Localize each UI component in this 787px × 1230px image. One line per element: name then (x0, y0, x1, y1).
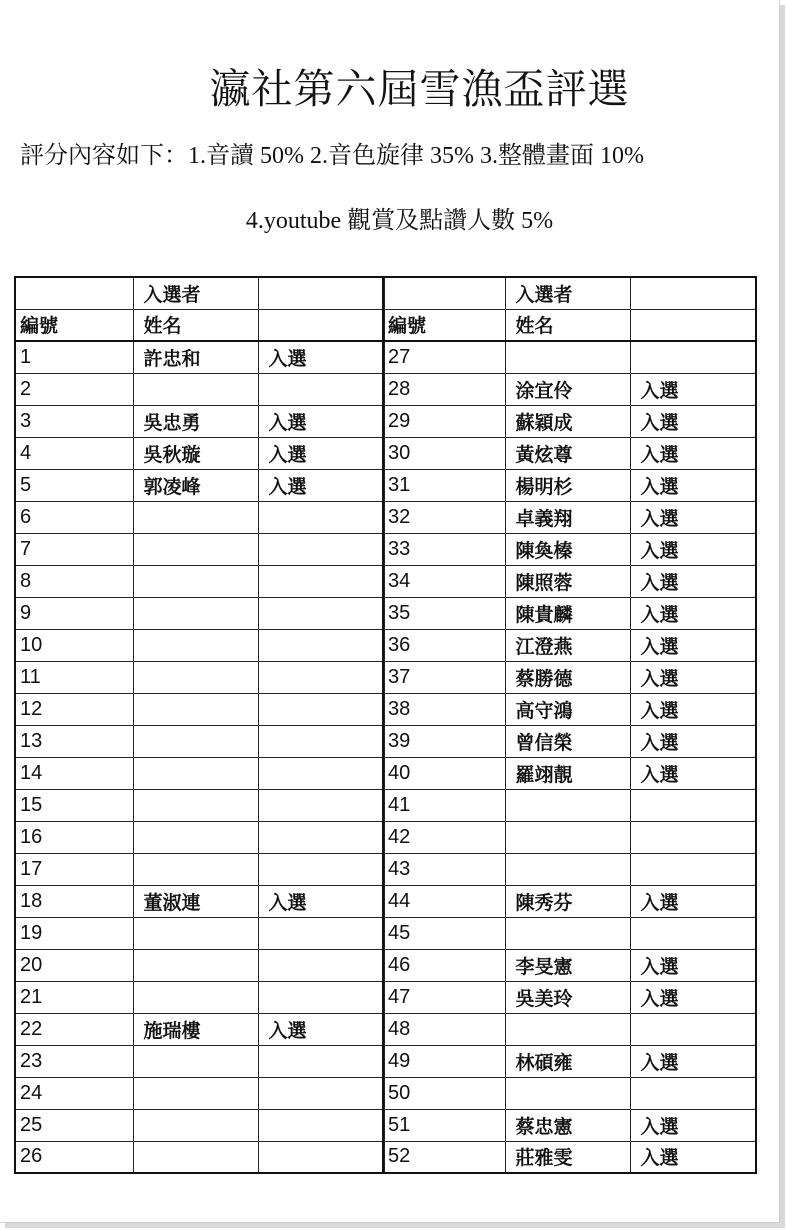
row-number: 38 (383, 693, 505, 725)
row-name (505, 1077, 630, 1109)
row-name (133, 757, 258, 789)
table-row (383, 1077, 756, 1109)
row-number: 46 (383, 949, 505, 981)
table-row (383, 565, 756, 597)
row-number: 50 (383, 1077, 505, 1109)
row-name (133, 1109, 258, 1141)
row-status (258, 949, 384, 981)
row-status: 入選 (630, 629, 756, 661)
row-number: 35 (383, 597, 505, 629)
row-name: 黃炫尊 (505, 437, 630, 469)
row-name (133, 917, 258, 949)
header-empty-cell (258, 277, 384, 309)
row-number: 12 (15, 693, 133, 725)
row-number: 3 (15, 405, 133, 437)
table-header-row (15, 309, 384, 341)
table-row (15, 853, 384, 885)
row-name: 曾信榮 (505, 725, 630, 757)
row-name: 高守鴻 (505, 693, 630, 725)
row-status: 入選 (630, 533, 756, 565)
row-status: 入選 (258, 437, 384, 469)
row-number: 43 (383, 853, 505, 885)
row-number: 20 (15, 949, 133, 981)
row-name (133, 821, 258, 853)
row-number: 52 (383, 1141, 505, 1173)
row-number: 39 (383, 725, 505, 757)
row-status: 入選 (258, 405, 384, 437)
row-number: 42 (383, 821, 505, 853)
results-table-left (14, 276, 385, 1174)
row-number: 33 (383, 533, 505, 565)
row-number: 26 (15, 1141, 133, 1173)
row-status (630, 821, 756, 853)
table-row (15, 405, 384, 437)
header-empty-cell (630, 309, 756, 341)
row-number: 25 (15, 1109, 133, 1141)
row-number: 21 (15, 981, 133, 1013)
row-number: 16 (15, 821, 133, 853)
header-number: 編號 (383, 309, 505, 341)
table-row (383, 949, 756, 981)
row-name: 江澄燕 (505, 629, 630, 661)
header-empty-cell (630, 277, 756, 309)
row-name (505, 789, 630, 821)
row-name: 涂宜伶 (505, 373, 630, 405)
table-row (15, 1141, 384, 1173)
row-name (133, 629, 258, 661)
row-name (505, 341, 630, 373)
table-row (383, 853, 756, 885)
row-number: 7 (15, 533, 133, 565)
table-row (15, 341, 384, 373)
row-name: 蘇穎成 (505, 405, 630, 437)
row-status (258, 1141, 384, 1173)
table-row (15, 1045, 384, 1077)
table-row (383, 405, 756, 437)
row-status: 入選 (630, 757, 756, 789)
row-status (258, 821, 384, 853)
table-row (15, 629, 384, 661)
row-number: 30 (383, 437, 505, 469)
header-name: 姓名 (133, 309, 258, 341)
row-name: 陳照蓉 (505, 565, 630, 597)
header-empty-cell (15, 277, 133, 309)
table-header-row (383, 277, 756, 309)
row-status: 入選 (630, 373, 756, 405)
row-number: 29 (383, 405, 505, 437)
row-name (133, 981, 258, 1013)
table-row (383, 789, 756, 821)
row-status: 入選 (630, 501, 756, 533)
row-status: 入選 (630, 661, 756, 693)
row-status (630, 1013, 756, 1045)
table-row (383, 821, 756, 853)
table-row (383, 725, 756, 757)
table-row (383, 597, 756, 629)
row-name: 莊雅雯 (505, 1141, 630, 1173)
table-header-row (15, 277, 384, 309)
row-status: 入選 (630, 693, 756, 725)
row-number: 1 (15, 341, 133, 373)
row-name: 吳秋璇 (133, 437, 258, 469)
row-number: 41 (383, 789, 505, 821)
table-row (15, 501, 384, 533)
row-status (258, 661, 384, 693)
row-name (133, 597, 258, 629)
header-candidate: 入選者 (133, 277, 258, 309)
table-row (15, 821, 384, 853)
row-status: 入選 (630, 405, 756, 437)
row-number: 2 (15, 373, 133, 405)
row-name (505, 821, 630, 853)
row-name (133, 725, 258, 757)
row-status (258, 981, 384, 1013)
results-table-right (382, 276, 757, 1174)
row-status (630, 1077, 756, 1109)
row-status: 入選 (630, 597, 756, 629)
row-name (505, 853, 630, 885)
row-name: 郭凌峰 (133, 469, 258, 501)
row-name (133, 501, 258, 533)
row-number: 37 (383, 661, 505, 693)
row-number: 28 (383, 373, 505, 405)
table-row (15, 949, 384, 981)
row-status: 入選 (630, 437, 756, 469)
row-name: 卓義翔 (505, 501, 630, 533)
table-row (15, 789, 384, 821)
table-row (15, 661, 384, 693)
row-number: 17 (15, 853, 133, 885)
criteria-line-2: 4.youtube 觀賞及點讚人數 5% (245, 208, 554, 234)
row-name (133, 661, 258, 693)
row-number: 27 (383, 341, 505, 373)
row-status: 入選 (630, 469, 756, 501)
table-row (15, 533, 384, 565)
row-number: 11 (15, 661, 133, 693)
row-status: 入選 (630, 725, 756, 757)
row-number: 49 (383, 1045, 505, 1077)
row-number: 14 (15, 757, 133, 789)
row-status: 入選 (630, 1141, 756, 1173)
row-status (258, 501, 384, 533)
row-number: 8 (15, 565, 133, 597)
row-number: 31 (383, 469, 505, 501)
row-name (133, 693, 258, 725)
row-status: 入選 (258, 341, 384, 373)
row-name (133, 1045, 258, 1077)
row-name (133, 1141, 258, 1173)
table-row (383, 437, 756, 469)
row-name (133, 533, 258, 565)
row-name: 許忠和 (133, 341, 258, 373)
row-status (258, 725, 384, 757)
table-row (383, 533, 756, 565)
row-status (258, 1045, 384, 1077)
header-number: 編號 (15, 309, 133, 341)
row-status (630, 789, 756, 821)
row-name (133, 1077, 258, 1109)
header-candidate: 入選者 (505, 277, 630, 309)
row-status (258, 1077, 384, 1109)
row-name: 陳秀芬 (505, 885, 630, 917)
table-row (15, 885, 384, 917)
row-status (258, 789, 384, 821)
row-number: 6 (15, 501, 133, 533)
row-status: 入選 (630, 1109, 756, 1141)
table-row (15, 757, 384, 789)
row-number: 24 (15, 1077, 133, 1109)
row-status: 入選 (630, 981, 756, 1013)
table-row (15, 1013, 384, 1045)
table-row (383, 1109, 756, 1141)
table-row (383, 373, 756, 405)
row-name (505, 1013, 630, 1045)
row-name (133, 949, 258, 981)
row-status (258, 597, 384, 629)
row-number: 45 (383, 917, 505, 949)
row-name: 林碩雍 (505, 1045, 630, 1077)
row-number: 15 (15, 789, 133, 821)
page-title: 瀛社第六屆雪漁盃評選 (209, 65, 630, 113)
row-number: 47 (383, 981, 505, 1013)
table-row (383, 757, 756, 789)
criteria-line-1: 評分內容如下：1.音讀 50% 2.音色旋律 35% 3.整體畫面 10% (20, 143, 644, 169)
row-status: 入選 (630, 949, 756, 981)
row-number: 48 (383, 1013, 505, 1045)
header-name: 姓名 (505, 309, 630, 341)
row-status (258, 1109, 384, 1141)
row-status: 入選 (630, 1045, 756, 1077)
row-number: 5 (15, 469, 133, 501)
row-name: 陳貴麟 (505, 597, 630, 629)
row-name: 蔡忠憲 (505, 1109, 630, 1141)
row-status: 入選 (258, 1013, 384, 1045)
table-row (15, 469, 384, 501)
row-status (258, 629, 384, 661)
table-row (383, 981, 756, 1013)
table-row (15, 1109, 384, 1141)
row-name: 施瑞樓 (133, 1013, 258, 1045)
table-row (383, 469, 756, 501)
row-name: 吳忠勇 (133, 405, 258, 437)
row-name: 陳奐榛 (505, 533, 630, 565)
row-name: 李旻憲 (505, 949, 630, 981)
table-row (383, 661, 756, 693)
table-row (383, 501, 756, 533)
table-row (15, 565, 384, 597)
table-row (383, 341, 756, 373)
table-row (15, 373, 384, 405)
row-number: 9 (15, 597, 133, 629)
row-status (258, 693, 384, 725)
row-name (133, 853, 258, 885)
table-row (383, 917, 756, 949)
row-status (258, 853, 384, 885)
row-number: 40 (383, 757, 505, 789)
table-row (15, 693, 384, 725)
row-name: 楊明杉 (505, 469, 630, 501)
row-status (258, 757, 384, 789)
row-name (133, 789, 258, 821)
row-name: 吳美玲 (505, 981, 630, 1013)
row-status (258, 565, 384, 597)
table-row (15, 981, 384, 1013)
header-empty-cell (383, 277, 505, 309)
row-number: 44 (383, 885, 505, 917)
row-number: 18 (15, 885, 133, 917)
row-name: 羅翊靚 (505, 757, 630, 789)
row-status (258, 533, 384, 565)
row-status: 入選 (258, 469, 384, 501)
row-number: 34 (383, 565, 505, 597)
table-row (383, 629, 756, 661)
table-row (15, 437, 384, 469)
row-number: 23 (15, 1045, 133, 1077)
table-row (15, 597, 384, 629)
row-number: 32 (383, 501, 505, 533)
table-row (383, 885, 756, 917)
row-name (133, 565, 258, 597)
row-name: 董淑連 (133, 885, 258, 917)
row-status: 入選 (630, 565, 756, 597)
row-number: 10 (15, 629, 133, 661)
table-header-row (383, 309, 756, 341)
table-row (383, 693, 756, 725)
row-number: 13 (15, 725, 133, 757)
header-empty-cell (258, 309, 384, 341)
row-status: 入選 (258, 885, 384, 917)
table-row (383, 1045, 756, 1077)
row-status (630, 341, 756, 373)
row-number: 4 (15, 437, 133, 469)
row-status: 入選 (630, 885, 756, 917)
table-row (383, 1141, 756, 1173)
row-name (133, 373, 258, 405)
row-name: 蔡勝德 (505, 661, 630, 693)
table-row (383, 1013, 756, 1045)
row-name (505, 917, 630, 949)
table-row (15, 1077, 384, 1109)
row-status (258, 373, 384, 405)
row-status (630, 853, 756, 885)
row-status (630, 917, 756, 949)
row-number: 22 (15, 1013, 133, 1045)
row-number: 36 (383, 629, 505, 661)
row-status (258, 917, 384, 949)
row-number: 51 (383, 1109, 505, 1141)
row-number: 19 (15, 917, 133, 949)
table-row (15, 917, 384, 949)
table-row (15, 725, 384, 757)
